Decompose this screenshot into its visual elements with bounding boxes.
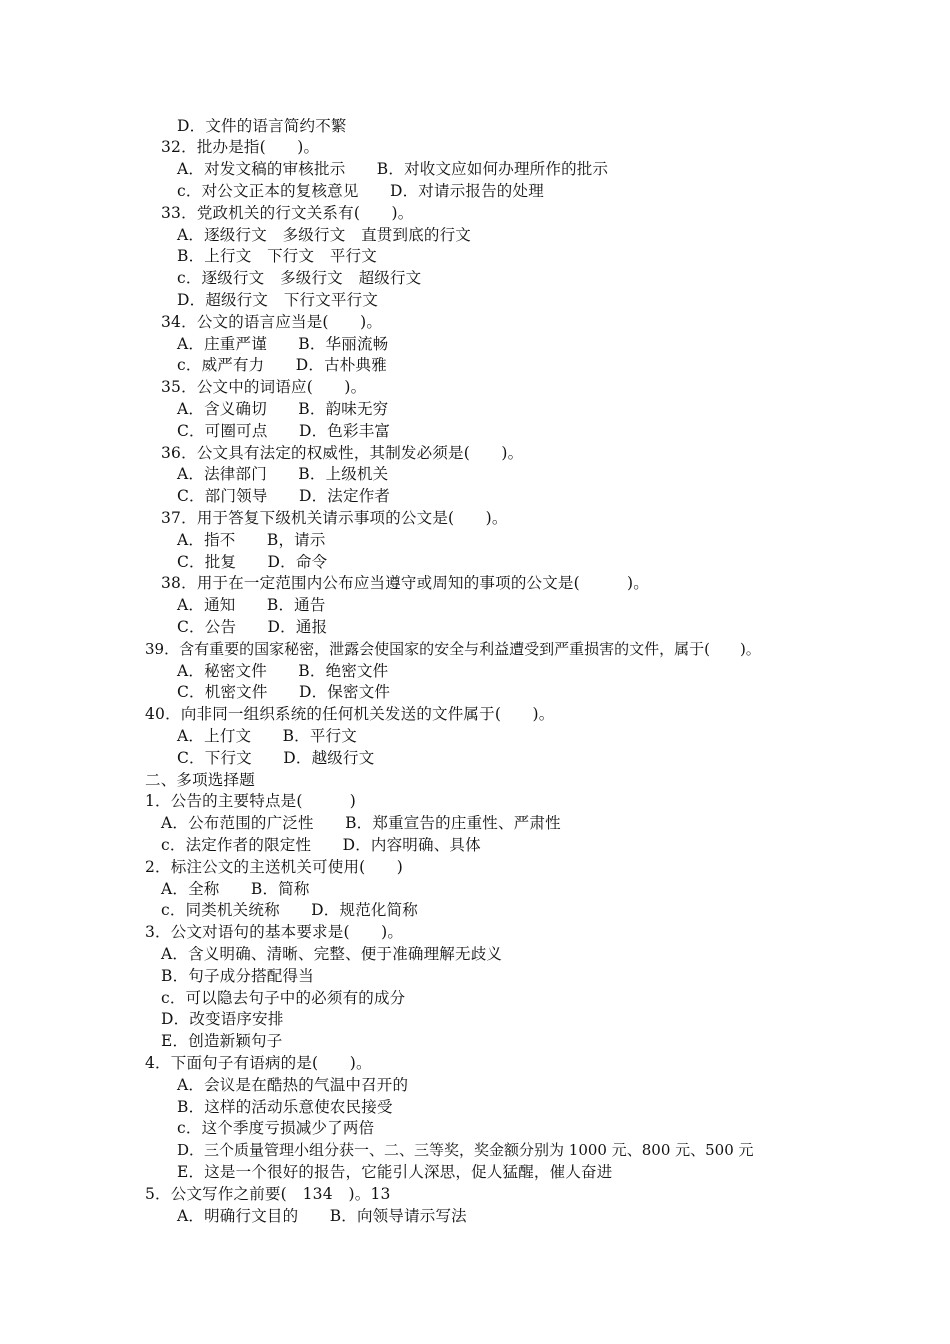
question-35: 35．公文中的词语应( )。 (161, 378, 367, 396)
options-36-cd: C．部门领导 D．法定作者 (177, 487, 391, 505)
question-38: 38．用于在一定范围内公布应当遵守或周知的事项的公文是( )。 (161, 574, 649, 592)
options-32-cd: c．对公文正本的复核意见 D．对请示报告的处理 (177, 182, 544, 200)
options-40-ab: A．上仃文 B．平行文 (177, 727, 357, 745)
mc-question-5: 5．公文写作之前要( 134 )。13 (145, 1185, 391, 1203)
mc-option-3-a: A．含义明确、清晰、完整、便于准确理解无歧义 (161, 945, 503, 963)
options-39-cd: C．机密文件 D．保密文件 (177, 683, 391, 701)
mc-question-4: 4．下面句子有语病的是( )。 (145, 1054, 372, 1072)
options-35-ab: A．含义确切 B．韵味无穷 (177, 400, 389, 418)
question-34: 34．公文的语言应当是( )。 (161, 313, 383, 331)
options-38-ab: A．通知 B．通告 (177, 596, 326, 614)
question-36: 36．公文具有法定的权威性，其制发必须是( )。 (161, 444, 524, 462)
options-36-ab: A．法律部门 B．上级机关 (177, 465, 389, 483)
options-34-cd: c．威严有力 D．古朴典雅 (177, 356, 387, 374)
mc-question-3: 3．公文对语句的基本要求是( )。 (145, 923, 404, 941)
mc-option-4-a: A．会议是在酷热的气温中召开的 (177, 1076, 409, 1094)
question-37: 37．用于答复下级机关请示事项的公文是( )。 (161, 509, 508, 527)
question-40: 40．向非同一组织系统的任何机关发送的文件属于( )。 (145, 705, 555, 723)
options-34-ab: A．庄重严谨 B．华丽流畅 (177, 335, 389, 353)
mc-question-1: 1．公告的主要特点是( ) (145, 792, 356, 810)
options-35-cd: C．可圈可点 D．色彩丰富 (177, 422, 391, 440)
option-31-d: D．文件的语言简约不繁 (177, 117, 347, 135)
question-39: 39．含有重要的国家秘密，泄露会使国家的安全与利益遭受到严重损害的文件，属于( )。 (145, 640, 761, 658)
mc-option-4-e: E．这是一个很好的报告，它能引人深思，促人猛醒，催人奋进 (177, 1163, 613, 1181)
mc-question-2: 2．标注公文的主送机关可使用( ) (145, 858, 404, 876)
mc-option-3-d: D．改变语序安排 (161, 1010, 284, 1028)
option-33-b: B．上行文 下行文 平行文 (177, 247, 377, 265)
options-37-ab: A．指不 B，请示 (177, 531, 326, 549)
mc-option-4-d: D．三个质量管理小组分获一、二、三等奖，奖金额分别为 1000 元、800 元、500 元 (177, 1141, 754, 1159)
question-32: 32．批办是指( )。 (161, 138, 320, 156)
options-38-cd: C．公告 D．通报 (177, 618, 328, 636)
mc-options-2-cd: c．同类机关统称 D．规范化简称 (161, 901, 419, 919)
options-39-ab: A．秘密文件 B．绝密文件 (177, 662, 389, 680)
mc-options-1-ab: A．公布范围的广泛性 B．郑重宣告的庄重性、严肃性 (161, 814, 561, 832)
option-33-a: A．逐级行文 多级行文 直贯到底的行文 (177, 226, 471, 244)
mc-option-3-e: E．创造新颖句子 (161, 1032, 283, 1050)
options-32-ab: A．对发文稿的审核批示 B．对收文应如何办理所作的批示 (177, 160, 609, 178)
question-33: 33．党政机关的行文关系有( )。 (161, 204, 414, 222)
mc-option-4-b: B．这样的活动乐意使农民接受 (177, 1098, 393, 1116)
options-37-cd: C．批复 D．命令 (177, 553, 328, 571)
mc-option-3-c: c．可以隐去句子中的必须有的成分 (161, 989, 406, 1007)
mc-options-5-ab: A．明确行文目的 B．向领导请示写法 (177, 1207, 467, 1225)
option-33-c: c．逐级行文 多级行文 超级行文 (177, 269, 422, 287)
mc-option-3-b: B．句子成分搭配得当 (161, 967, 314, 985)
mc-options-2-ab: A．全称 B．简称 (161, 880, 310, 898)
option-33-d: D．超级行文 下行文平行文 (177, 291, 379, 309)
options-40-cd: C．下行文 D．越级行文 (177, 749, 375, 767)
mc-options-1-cd: c．法定作者的限定性 D．内容明确、具体 (161, 836, 481, 854)
mc-option-4-c: c．这个季度亏损减少了两倍 (177, 1119, 375, 1137)
section-heading-multiple-choice: 二、多项选择题 (145, 771, 255, 789)
